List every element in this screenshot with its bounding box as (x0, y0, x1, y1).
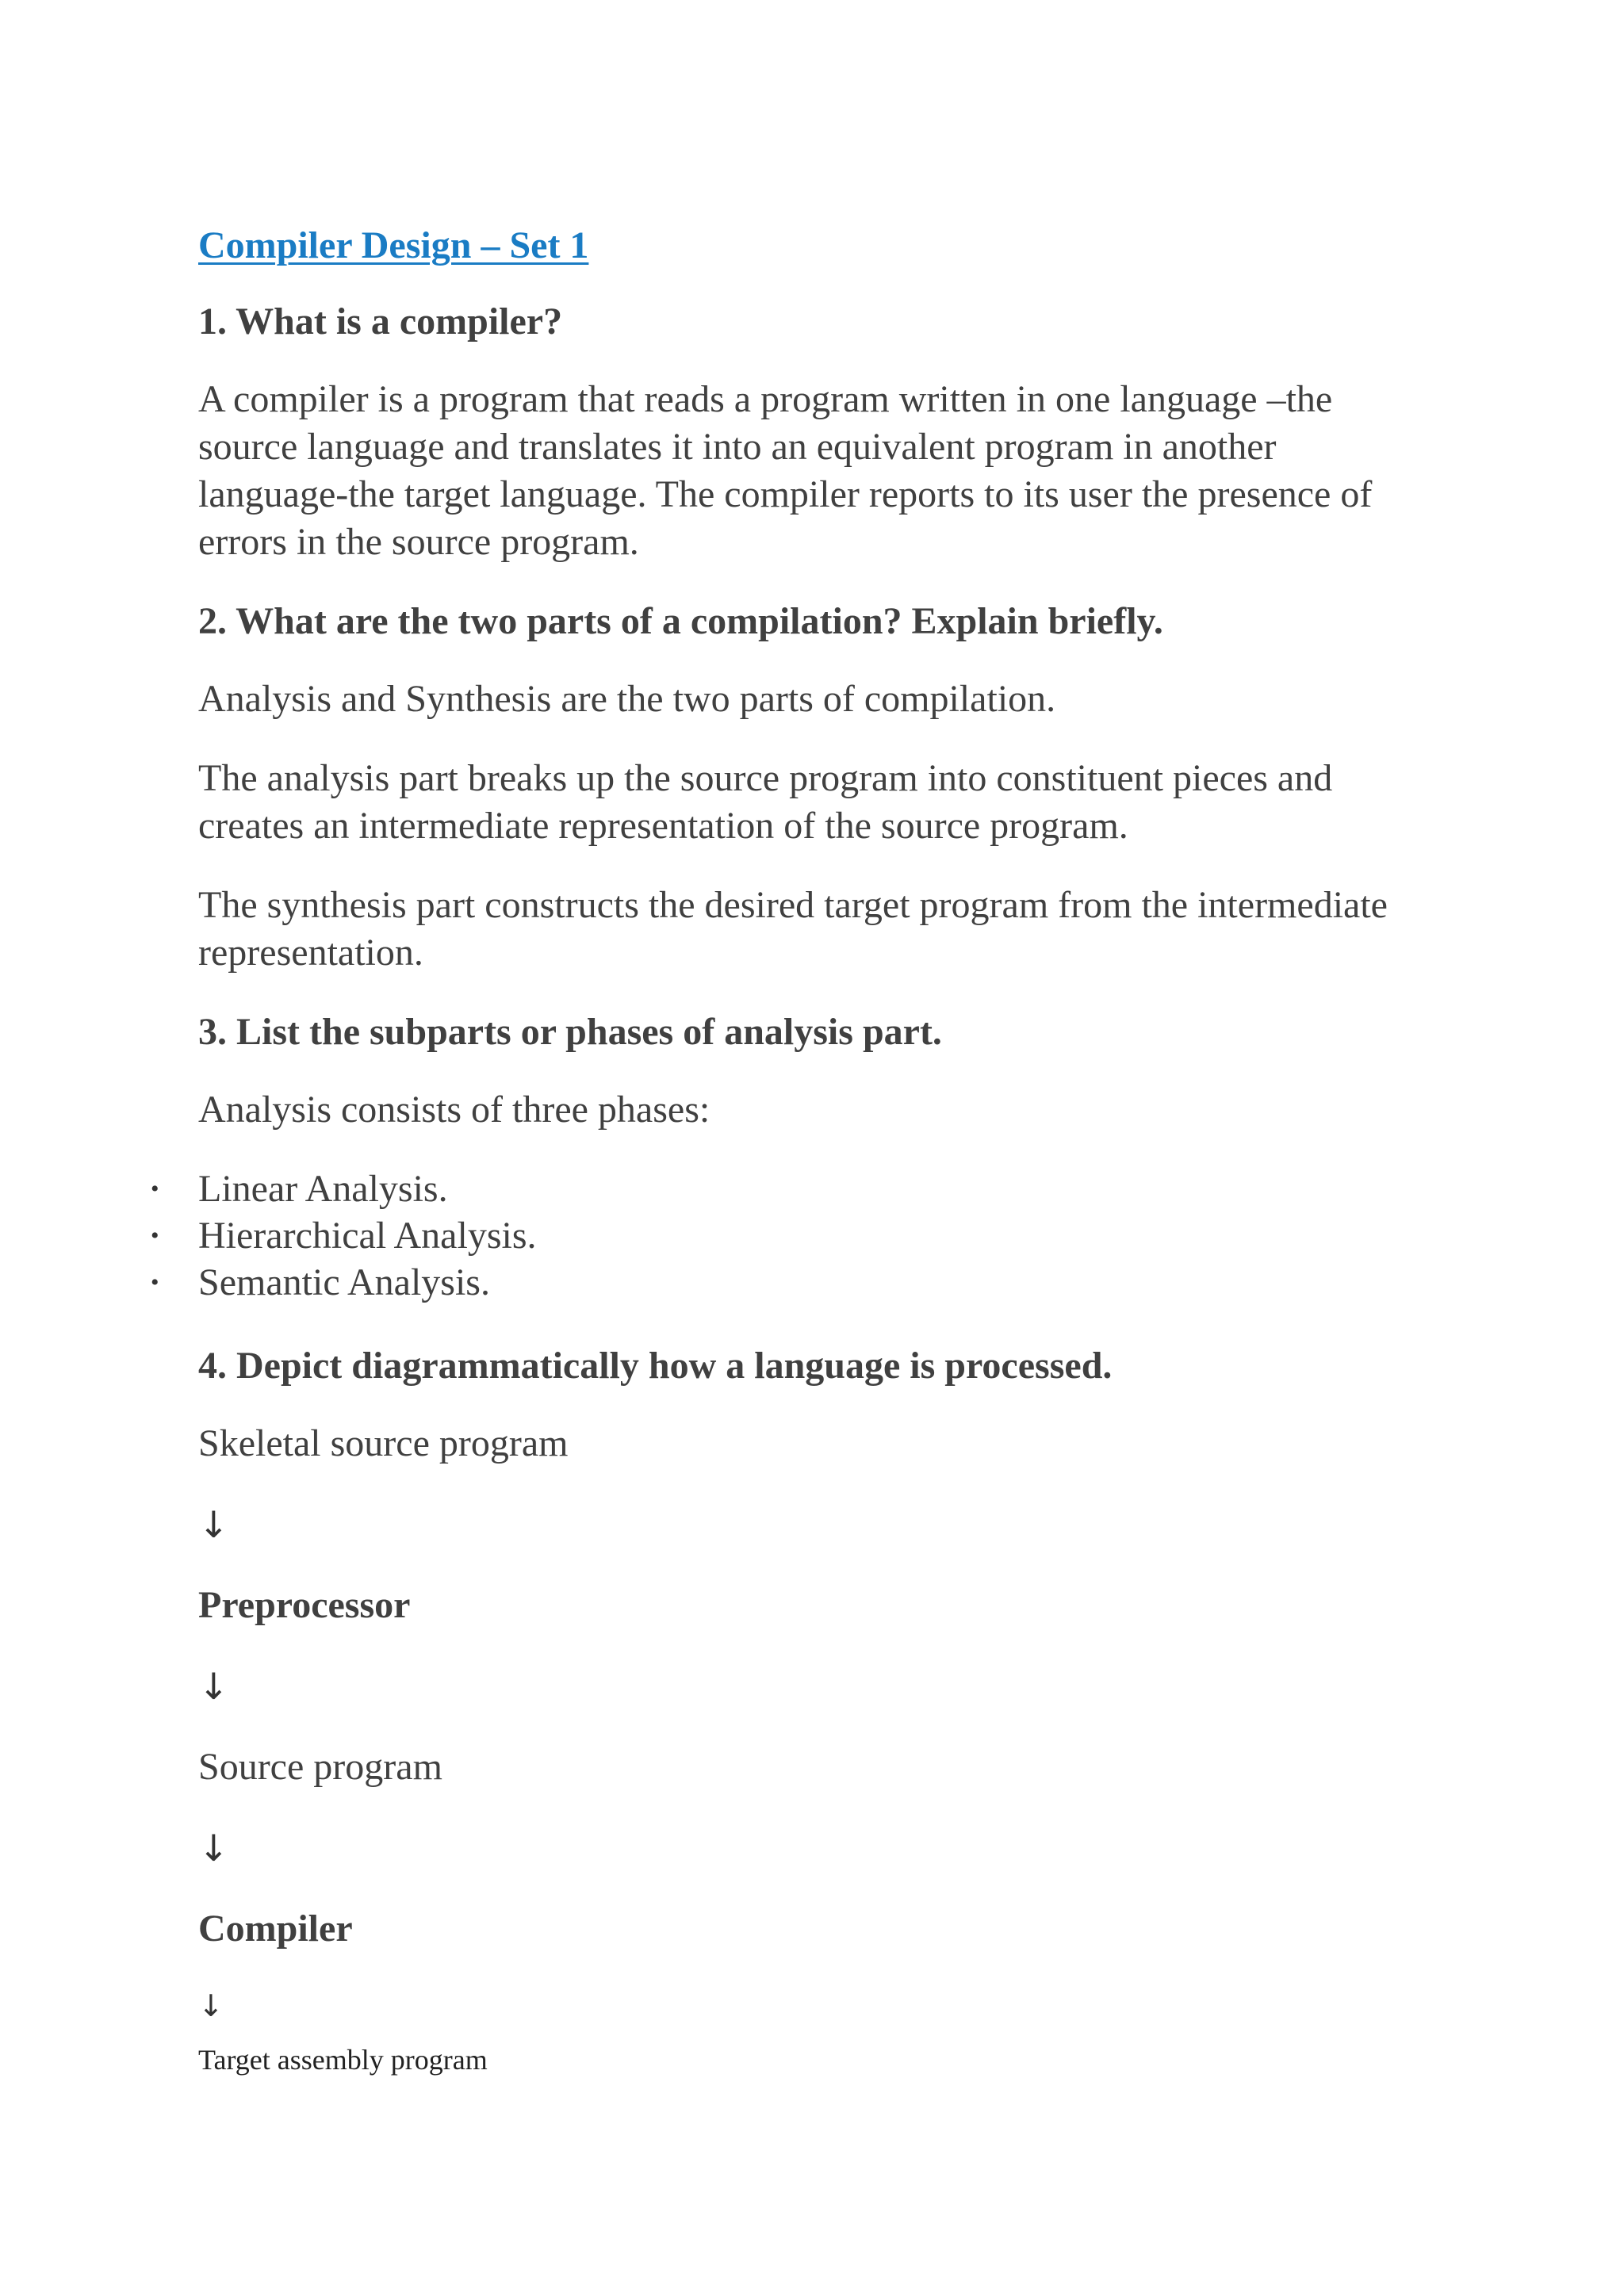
answer-3-paragraph: Analysis consists of three phases: (198, 1089, 710, 1131)
document-title[interactable]: Compiler Design – Set 1 (198, 224, 589, 266)
answer-1-paragraph: A compiler is a program that reads a program written in one language –the source language and translates it into an equivalent program in another language-the target language. The compiler reports to its user the presence of errors in the source program. (198, 378, 1373, 563)
list-item (151, 1212, 1435, 1259)
list-item (151, 1165, 1435, 1212)
flow-step-compiler: Compiler (198, 1908, 353, 1950)
answer-2-paragraph-3: The synthesis part constructs the desired target program from the intermediate representation. (198, 884, 1388, 974)
list-item (151, 1259, 1435, 1306)
flow-step-target-assembly: Target assembly program (198, 2044, 488, 2076)
question-1-heading: 1. What is a compiler? (198, 300, 563, 342)
arrow-down-icon: ↓ (198, 1503, 229, 1546)
arrow-down-icon: ↓ (198, 1665, 229, 1708)
bullet-icon: • (151, 1269, 159, 1295)
answer-2-paragraph-1: Analysis and Synthesis are the two parts of compilation. (198, 678, 1056, 720)
analysis-phases-list (151, 1165, 1435, 1306)
bullet-icon: • (151, 1223, 159, 1249)
bullet-icon: • (151, 1176, 159, 1202)
arrow-down-icon: ↓ (198, 1827, 229, 1869)
arrow-down-icon: ↓ (198, 1988, 224, 2023)
list-item-label: Hierarchical Analysis. (198, 1215, 537, 1257)
flow-step-skeletal-source: Skeletal source program (198, 1422, 569, 1464)
list-item-label: Semantic Analysis. (198, 1261, 490, 1303)
question-4-heading: 4. Depict diagrammatically how a language is processed. (198, 1345, 1113, 1387)
answer-2-paragraph-2: The analysis part breaks up the source program into constituent pieces and creates an intermediate representation of the source program. (198, 757, 1333, 847)
question-2-heading: 2. What are the two parts of a compilation? Explain briefly. (198, 600, 1163, 642)
list-item-label: Linear Analysis. (198, 1168, 448, 1210)
flow-step-preprocessor: Preprocessor (198, 1584, 411, 1626)
flow-step-source-program: Source program (198, 1746, 442, 1788)
document-content (151, 222, 1435, 2111)
question-3-heading: 3. List the subparts or phases of analysis part. (198, 1011, 942, 1053)
